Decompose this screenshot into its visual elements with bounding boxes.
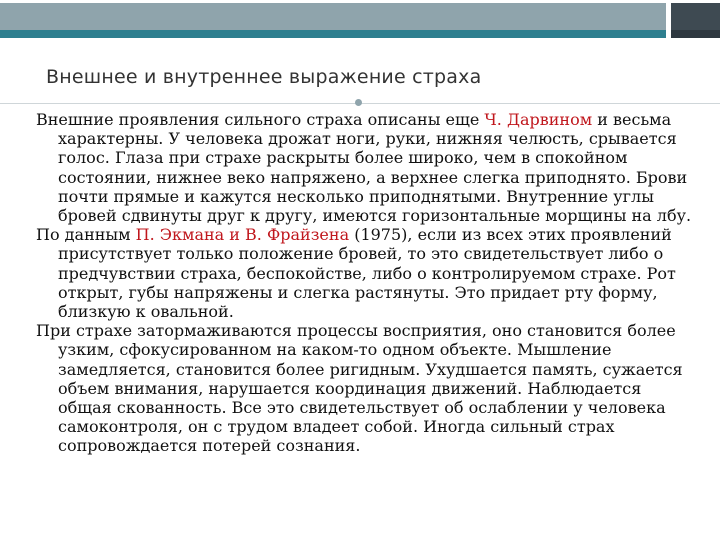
author-highlight: Ч. Дарвином [484, 110, 593, 129]
paragraph-text: Внешние проявления сильного страха описаны еще [36, 110, 485, 129]
slide-header-bar [0, 0, 720, 34]
paragraph-text: (1975), если из всех этих проявлений присутствует только положение бровей, то это свидетельствует либо о предчувствии страха, беспокойстве, либо о контролируемом страхе. Рот открыт, губы напряжены и слегка растянуты. Это придает рту форму, близкую к овальной. [58, 225, 676, 322]
paragraph-darwin [36, 110, 692, 225]
paragraph-perception [36, 321, 692, 455]
header-bar-accent [0, 30, 666, 38]
paragraph-text: При страхе затормаживаются процессы восприятия, оно становится более узким, сфокусированном на каком-то одном объекте. Мышление замедляется, становится более ригидным. Ухудшается память, сужается объем внимания, нарушается координация движений. Наблюдается общая скованность. Все это свидетельствует об ослаблении у человека самоконтроля, он с трудом владеет собой. Иногда сильный страх сопровождается потерей сознания. [36, 321, 683, 456]
paragraph-ekman [36, 225, 692, 321]
paragraph-text: По данным [36, 225, 136, 245]
slide-title: Внешнее и внутреннее выражение страха [46, 66, 482, 88]
author-highlight: П. Экмана и В. Фрайзена [135, 225, 350, 245]
header-bar-dark-accent [671, 30, 720, 38]
paragraph-text: и весьма характерны. У человека дрожат ноги, руки, нижняя челюсть, срывается голос. Глаза при страхе раскрыты более широко, чем в спокойном состоянии, нижнее веко напряжено, а верхнее слегка приподнято. Брови почти прямые и кажутся несколько приподнятыми. Внутренние углы бровей сдвинуты друг к другу, имеются горизонтальные морщины на лбу. [58, 110, 692, 226]
slide-body [36, 110, 692, 456]
divider-dot [355, 99, 362, 106]
